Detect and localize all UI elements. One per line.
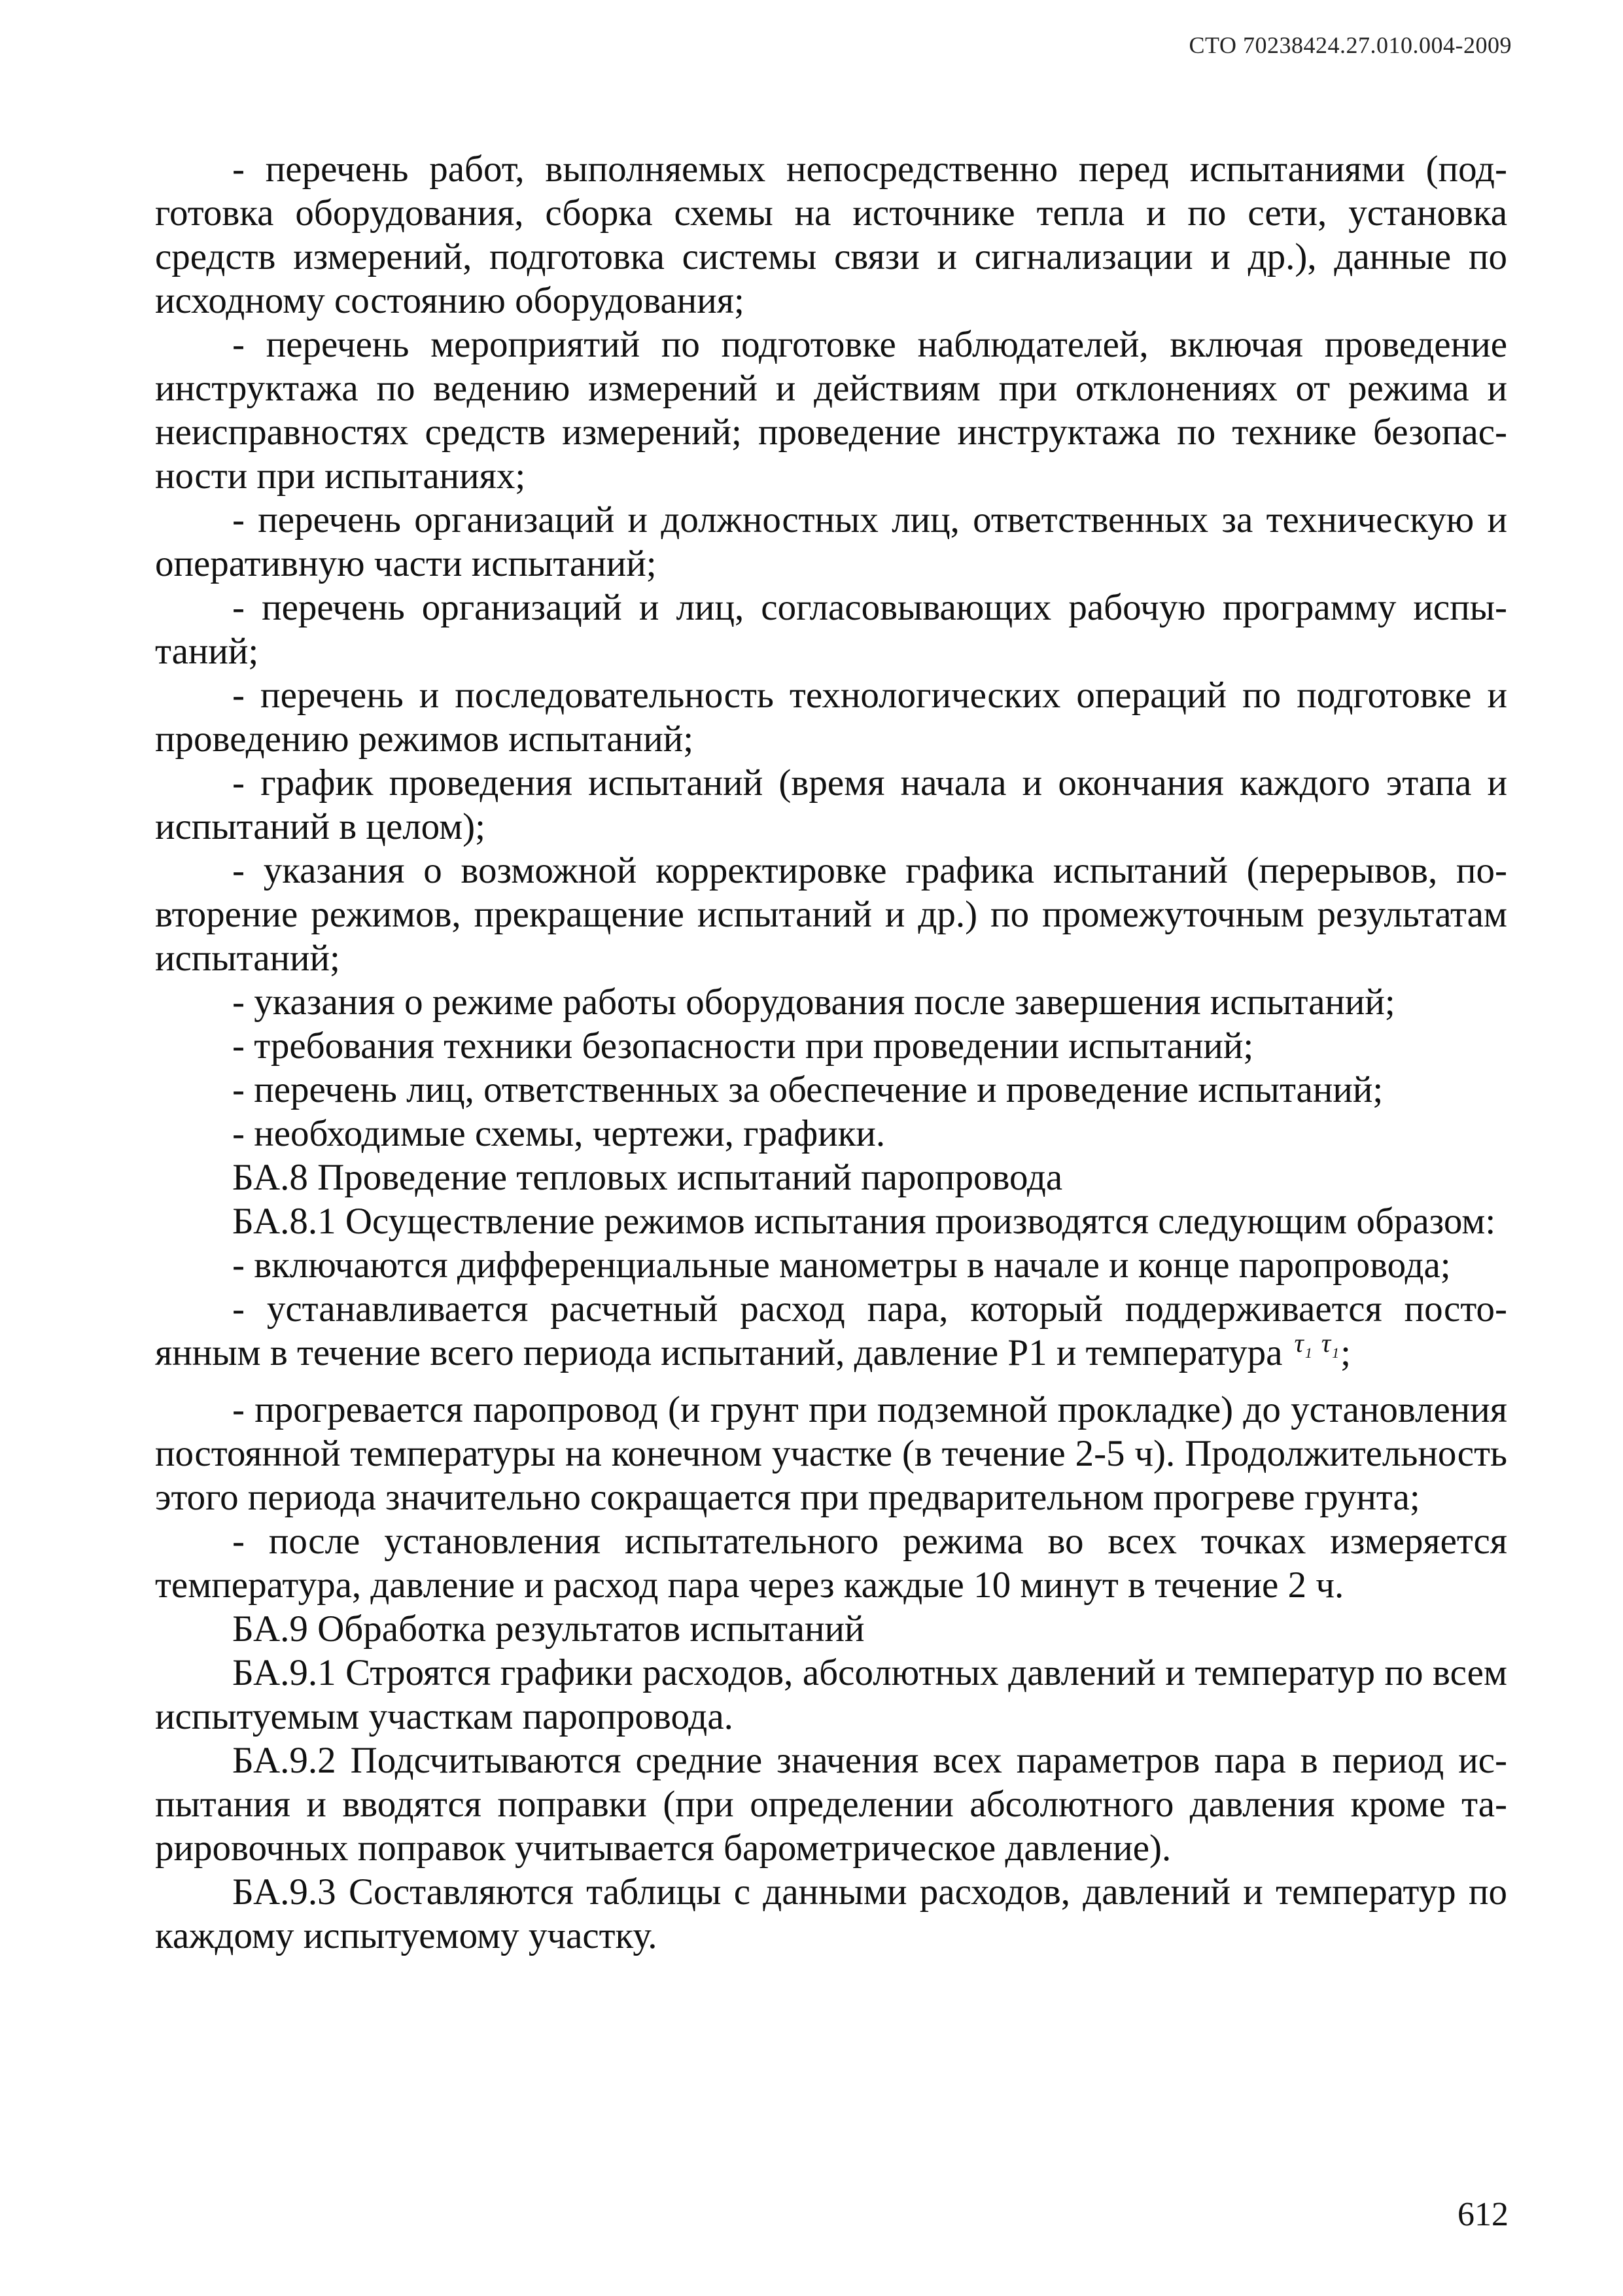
paragraph-after-tests: - указания о режиме работы оборудования после завершения испытаний; <box>232 981 1395 1023</box>
paragraph-organizations: - перечень организаций и должностных лиц, ответственных за техническую и оперативную части испытаний; <box>155 499 1507 584</box>
section-heading-ba9: БА.9 Обработка результатов испытаний <box>232 1608 865 1650</box>
paragraph-schedule: - график проведения испытаний (время начала и окончания каждого этапа и испытаний в целом); <box>155 762 1507 847</box>
paragraph-responsible: - перечень лиц, ответственных за обеспечение и проведение испытаний; <box>232 1069 1384 1110</box>
paragraph-ba9-1: БА.9.1 Строятся графики расходов, абсолютных давлений и температур по всем испытуемым участкам паропровода. <box>155 1652 1507 1737</box>
paragraph-ba9-2: БА.9.2 Подсчитываются средние значения всех параметров пара в период испытания и вводятся поправки (при определении абсолютного давления кроме тарировочных поправок учитывается барометрическое давление). <box>155 1740 1507 1869</box>
paragraph-ba8-1: БА.8.1 Осуществление режимов испытания производятся следующим образом: <box>232 1201 1496 1242</box>
steam-flow-text: - устанавливается расчетный расход пара, который поддерживается постоянным в течение всего периода испытаний, давление Р1 и температура <box>155 1288 1507 1373</box>
section-heading-ba8: БА.8 Проведение тепловых испытаний паропровода <box>232 1157 1063 1198</box>
tau-symbol-2: τ <box>1321 1328 1333 1358</box>
paragraph-measurements: - после установления испытательного режима во всех точках измеряется температура, давление и расход пара через каждые 10 минут в течение 2 ч. <box>155 1521 1507 1606</box>
temperature-formula <box>1294 1328 1341 1361</box>
tau-index-2: 1 <box>1332 1345 1341 1361</box>
paragraph-ba9-3: БА.9.3 Составляются таблицы с данными расходов, давлений и температур по каждому испытуемому участку. <box>155 1871 1507 1956</box>
paragraph-operations: - перечень и последовательность технологических операций по подготовке и проведению режимов испытаний; <box>155 675 1507 760</box>
tau-index-1: 1 <box>1304 1345 1314 1361</box>
document-body <box>155 147 1507 1958</box>
paragraph-drawings: - необходимые схемы, чертежи, графики. <box>232 1113 886 1154</box>
paragraph-corrections: - указания о возможной корректировке графика испытаний (перерывов, повторение режимов, прекращение испытаний и др.) по промежуточным результатам испытаний; <box>155 850 1507 979</box>
paragraph-approvers: - перечень организаций и лиц, согласовывающих рабочую программу испытаний; <box>155 587 1507 672</box>
paragraph-observers: - перечень мероприятий по подготовке наблюдателей, включая проведение инструктажа по ведению измерений и действиям при отклонениях от режима и неисправностях средств измерений; проведение инструктажа по технике безопасности при испытаниях; <box>155 324 1507 497</box>
paragraph-steam-flow <box>155 1287 1507 1388</box>
paragraph-safety: - требования техники безопасности при проведении испытаний; <box>232 1025 1254 1067</box>
paragraph-work-list: - перечень работ, выполняемых непосредственно перед испытаниями (подготовка оборудования, сборка схемы на источнике тепла и по сети, установка средств измерений, подготовка системы связи и сигнализации и др.), данные по исходному состоянию оборудования; <box>155 149 1507 321</box>
tau-symbol-1: τ <box>1294 1328 1305 1358</box>
formula-semicolon: ; <box>1340 1332 1351 1373</box>
document-code: СТО 70238424.27.010.004-2009 <box>1189 32 1512 58</box>
page-number: 612 <box>1457 2196 1509 2233</box>
paragraph-manometers: - включаются дифференциальные манометры в начале и конце паропровода; <box>232 1245 1451 1286</box>
paragraph-warmup: - прогревается паропровод (и грунт при подземной прокладке) до установления постоянной температуры на конечном участке (в течение 2-5 ч). Продолжительность этого периода значительно сокращается при предварительном прогреве грунта; <box>155 1389 1507 1518</box>
